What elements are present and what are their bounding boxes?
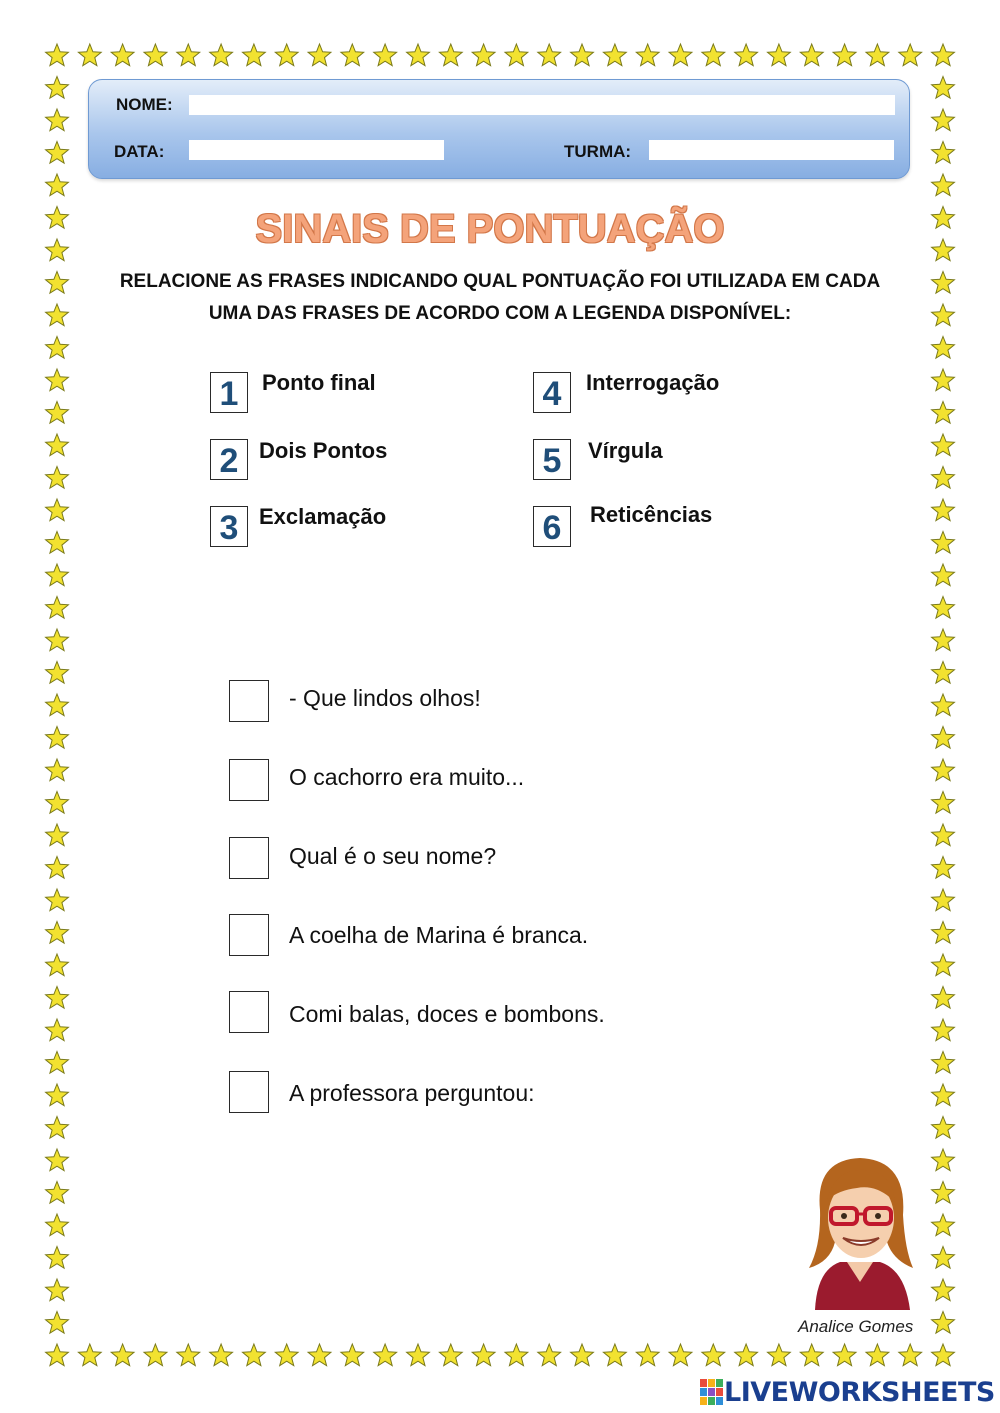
border-star (932, 629, 955, 651)
border-star (505, 44, 528, 66)
legend-number-5: 5 (533, 439, 571, 480)
border-star (899, 44, 922, 66)
border-star (46, 337, 69, 359)
border-star (669, 1344, 692, 1366)
border-star (46, 1019, 69, 1041)
border-star (46, 694, 69, 716)
border-star (768, 1344, 791, 1366)
legend-label-5: Vírgula (588, 438, 663, 463)
border-star (932, 857, 955, 879)
border-star (46, 434, 69, 456)
border-star (210, 1344, 233, 1366)
border-star (407, 1344, 430, 1366)
border-star (735, 44, 758, 66)
border-star (538, 1344, 561, 1366)
answer-box-4[interactable] (229, 914, 269, 956)
author-signature: Analice Gomes (798, 1317, 914, 1336)
page-title: SINAIS DE PONTUAÇÃO (255, 207, 725, 251)
border-star (932, 889, 955, 911)
border-star (932, 597, 955, 619)
border-star (46, 857, 69, 879)
border-star (932, 1019, 955, 1041)
border-star (308, 1344, 331, 1366)
border-star (46, 1247, 69, 1269)
border-star (932, 954, 955, 976)
legend-label-1: Ponto final (262, 370, 376, 395)
border-star (243, 44, 266, 66)
border-star (932, 499, 955, 521)
border-star (46, 564, 69, 586)
border-star (46, 727, 69, 749)
border-star (932, 727, 955, 749)
answer-box-1[interactable] (229, 680, 269, 722)
border-star (932, 564, 955, 586)
border-star (439, 1344, 462, 1366)
border-star (538, 44, 561, 66)
border-star (932, 467, 955, 489)
legend-number-3: 3 (210, 506, 248, 547)
answer-box-5[interactable] (229, 991, 269, 1033)
border-star (111, 44, 134, 66)
border-star (866, 44, 889, 66)
border-star (866, 1344, 889, 1366)
sentence-1: - Que lindos olhos! (289, 685, 481, 711)
date-field[interactable] (189, 140, 444, 160)
border-star (932, 109, 955, 131)
border-star (46, 662, 69, 684)
border-star (177, 44, 200, 66)
border-star (932, 987, 955, 1009)
border-star (932, 434, 955, 456)
border-star (46, 1052, 69, 1074)
border-star (407, 44, 430, 66)
border-star (636, 1344, 659, 1366)
border-star (46, 889, 69, 911)
border-star (46, 499, 69, 521)
border-star (46, 1084, 69, 1106)
legend-label-3: Exclamação (259, 504, 387, 529)
answer-box-2[interactable] (229, 759, 269, 801)
border-star (177, 1344, 200, 1366)
border-star (505, 1344, 528, 1366)
border-star (78, 44, 101, 66)
border-star (932, 337, 955, 359)
border-star (932, 1117, 955, 1139)
border-star (341, 44, 364, 66)
border-star (46, 44, 69, 66)
border-star (571, 44, 594, 66)
border-star (669, 44, 692, 66)
border-star (275, 44, 298, 66)
border-star (603, 44, 626, 66)
border-star (275, 1344, 298, 1366)
legend-number-2: 2 (210, 439, 248, 480)
border-star (932, 1052, 955, 1074)
border-star (46, 597, 69, 619)
border-star (46, 174, 69, 196)
border-star (603, 1344, 626, 1366)
border-star (46, 954, 69, 976)
border-star (932, 792, 955, 814)
border-star (46, 142, 69, 164)
border-star (833, 44, 856, 66)
header-box (88, 79, 910, 179)
border-star (702, 44, 725, 66)
border-star (46, 1117, 69, 1139)
border-star (932, 1344, 955, 1366)
border-star (46, 1312, 69, 1334)
border-star (472, 1344, 495, 1366)
legend-label-4: Interrogação (586, 370, 720, 395)
border-star (439, 44, 462, 66)
date-label: DATA: (114, 142, 165, 161)
border-star (78, 1344, 101, 1366)
border-star (46, 1279, 69, 1301)
border-star (932, 759, 955, 781)
sentence-5: Comi balas, doces e bombons. (289, 1001, 605, 1027)
border-star (46, 824, 69, 846)
border-star (932, 44, 955, 66)
border-star (46, 792, 69, 814)
border-star (46, 1344, 69, 1366)
border-star (46, 987, 69, 1009)
border-star (932, 1214, 955, 1236)
border-star (932, 1149, 955, 1171)
border-star (308, 44, 331, 66)
name-field[interactable] (189, 95, 895, 115)
sentence-6: A professora perguntou: (289, 1080, 535, 1106)
border-star (46, 109, 69, 131)
border-star (374, 44, 397, 66)
liveworksheets-logo (700, 1377, 995, 1407)
border-star (636, 44, 659, 66)
legend-number-6: 6 (533, 506, 571, 547)
border-star (932, 662, 955, 684)
border-star (111, 1344, 134, 1366)
border-star (932, 142, 955, 164)
border-star (46, 1214, 69, 1236)
border-star (46, 1182, 69, 1204)
border-star (46, 467, 69, 489)
liveworksheets-wordmark: LIVEWORKSHEETS (724, 1376, 995, 1408)
sentence-4: A coelha de Marina é branca. (289, 922, 589, 948)
border-star (46, 759, 69, 781)
border-star (932, 369, 955, 391)
legend-number-4: 4 (533, 372, 571, 413)
border-star (932, 1084, 955, 1106)
border-star (243, 1344, 266, 1366)
border-star (833, 1344, 856, 1366)
border-star (932, 1312, 955, 1334)
border-star (341, 1344, 364, 1366)
border-star (46, 532, 69, 554)
border-star (932, 694, 955, 716)
border-star (735, 1344, 758, 1366)
class-label: TURMA: (564, 142, 632, 161)
border-star (144, 1344, 167, 1366)
border-star (46, 1149, 69, 1171)
border-star (932, 402, 955, 424)
border-star (702, 1344, 725, 1366)
answer-box-3[interactable] (229, 837, 269, 879)
teacher-avatar (795, 1150, 925, 1310)
sentence-2: O cachorro era muito... (289, 764, 525, 790)
border-star (46, 402, 69, 424)
border-star (932, 532, 955, 554)
border-star (932, 922, 955, 944)
border-star (932, 1182, 955, 1204)
border-star (932, 77, 955, 99)
border-star (932, 174, 955, 196)
sentence-3: Qual é o seu nome? (289, 843, 497, 869)
border-star (768, 44, 791, 66)
border-star (374, 1344, 397, 1366)
border-star (899, 1344, 922, 1366)
class-field[interactable] (649, 140, 894, 160)
border-star (144, 44, 167, 66)
border-star (472, 44, 495, 66)
legend-label-2: Dois Pontos (259, 438, 388, 463)
legend-label-6: Reticências (590, 502, 713, 527)
border-star (46, 922, 69, 944)
border-star (800, 44, 823, 66)
name-label: NOME: (116, 95, 173, 114)
answer-box-6[interactable] (229, 1071, 269, 1113)
border-star (46, 77, 69, 99)
border-star (210, 44, 233, 66)
instruction-line-1: RELACIONE AS FRASES INDICANDO QUAL PONTUAÇÃO FOI UTILIZADA EM CADA (119, 271, 881, 292)
border-star (46, 369, 69, 391)
border-star (932, 824, 955, 846)
border-star (571, 1344, 594, 1366)
liveworksheets-icon (700, 1379, 724, 1405)
border-star (46, 629, 69, 651)
border-star (932, 1279, 955, 1301)
border-star (800, 1344, 823, 1366)
instruction-line-2: UMA DAS FRASES DE ACORDO COM A LEGENDA DISPONÍVEL: (208, 303, 792, 324)
border-star (932, 1247, 955, 1269)
legend-number-1: 1 (210, 372, 248, 413)
